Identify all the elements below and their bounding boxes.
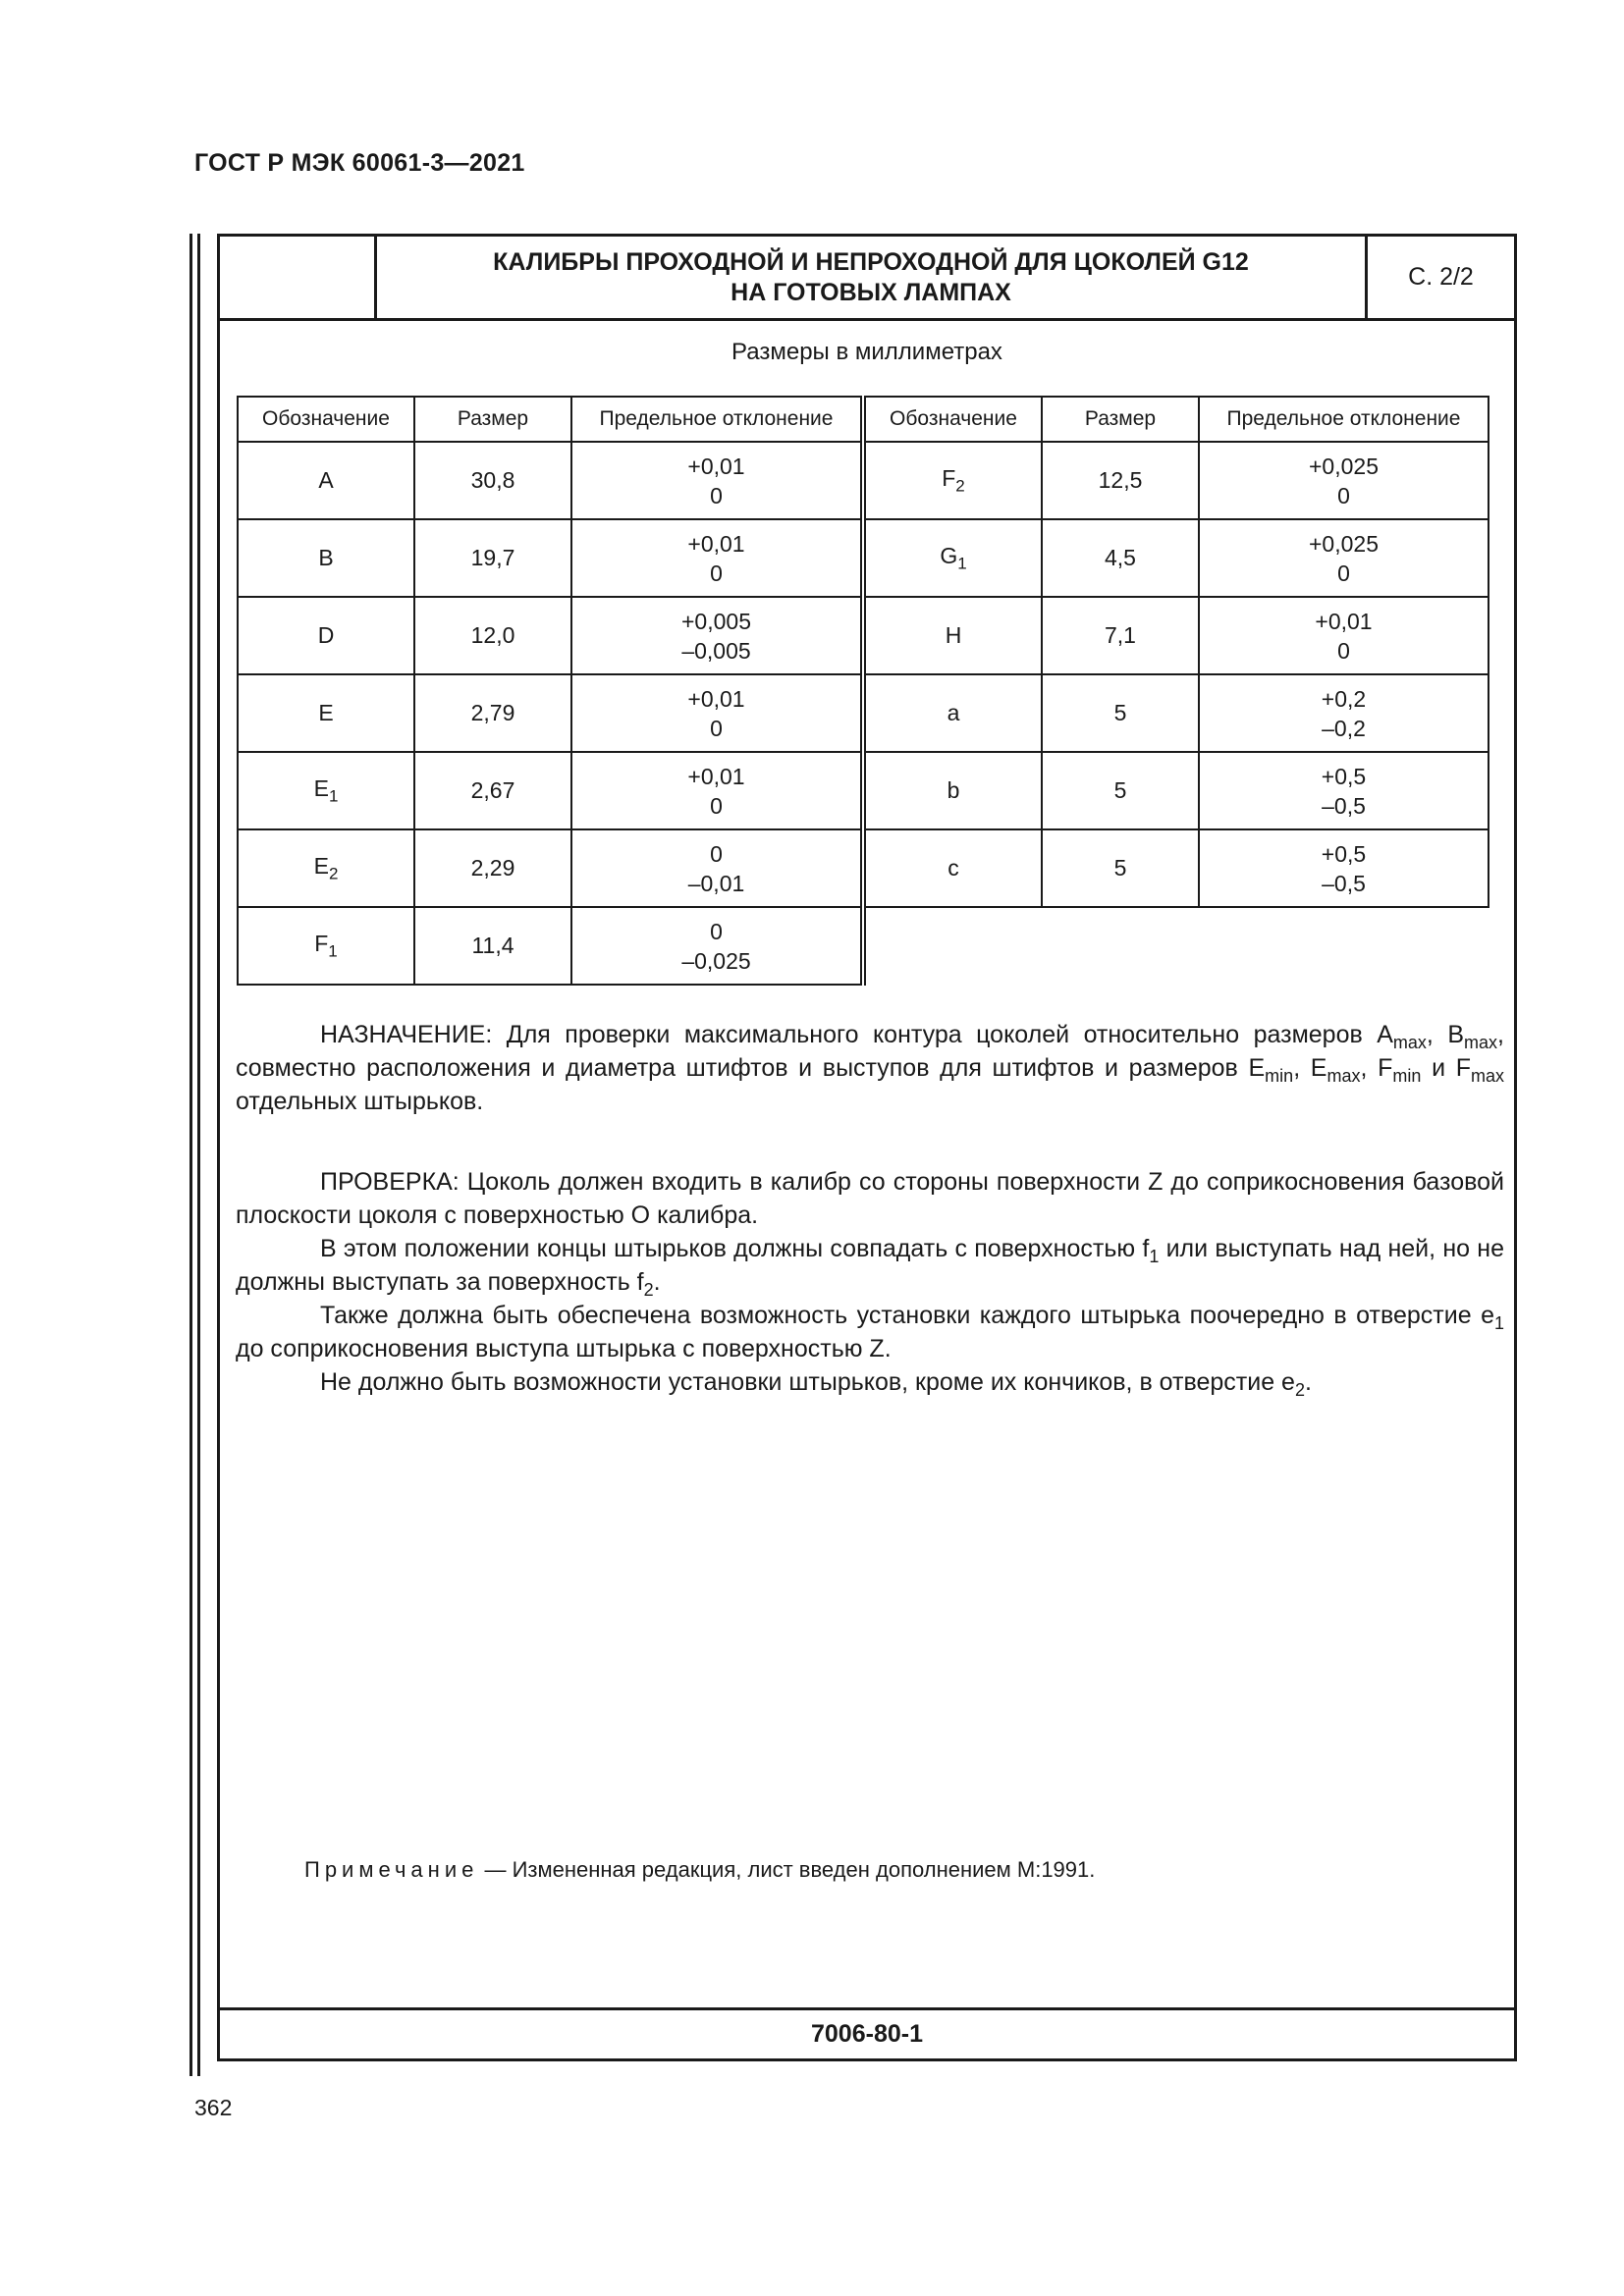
text-run: ПРОВЕРКА: Цоколь должен входить в калибр со стороны поверхности Z до соприкосновения базовой плоскости цоколя с поверхностью О калибра. xyxy=(236,1168,1504,1229)
column-header: Обозначение xyxy=(865,397,1042,442)
text-run: , E xyxy=(1293,1054,1327,1082)
designation-symbol: E xyxy=(313,774,329,801)
text-run: . xyxy=(653,1268,661,1296)
text-run: . xyxy=(1304,1368,1312,1396)
size-cell: 12,5 xyxy=(1042,442,1199,519)
designation-cell xyxy=(238,519,414,597)
designation-symbol: E xyxy=(313,852,329,879)
lower-deviation: 0 xyxy=(1337,637,1350,664)
subscript: max xyxy=(1326,1066,1361,1086)
deviation-cell xyxy=(571,519,863,597)
text-run: НАЗНАЧЕНИЕ: Для проверки максимального контура цоколей относительно размеров A xyxy=(320,1021,1393,1048)
size-cell: 7,1 xyxy=(1042,597,1199,674)
deviation-cell xyxy=(1199,597,1489,674)
subscript: max xyxy=(1392,1033,1427,1052)
dimensions-table-right xyxy=(864,396,1489,908)
deviation-cell xyxy=(1199,752,1489,829)
upper-deviation: +0,025 xyxy=(1309,453,1379,479)
subscript: 2 xyxy=(1294,1380,1305,1400)
table-row xyxy=(238,597,863,674)
deviation-cell xyxy=(1199,519,1489,597)
size-cell: 4,5 xyxy=(1042,519,1199,597)
margin-bar xyxy=(189,234,192,2076)
table-row xyxy=(238,519,863,597)
text-run: , F xyxy=(1360,1054,1393,1082)
column-header: Предельное отклонение xyxy=(571,397,863,442)
deviation-cell xyxy=(1199,442,1489,519)
title-block xyxy=(220,237,1514,321)
deviation-cell xyxy=(571,752,863,829)
table-row xyxy=(238,674,863,752)
purpose-text xyxy=(236,1018,1504,1118)
lower-deviation: 0 xyxy=(710,560,723,586)
lower-deviation: –0,5 xyxy=(1322,870,1366,896)
lower-deviation: 0 xyxy=(710,792,723,819)
upper-deviation: +0,01 xyxy=(687,453,745,479)
designation-subscript: 2 xyxy=(328,864,339,883)
designation-symbol: E xyxy=(318,700,334,725)
upper-deviation: 0 xyxy=(710,918,723,944)
check-section xyxy=(236,1165,1504,1399)
size-cell: 2,67 xyxy=(414,752,571,829)
upper-deviation: 0 xyxy=(710,840,723,867)
size-cell: 30,8 xyxy=(414,442,571,519)
designation-symbol: b xyxy=(947,777,960,803)
table-row xyxy=(865,674,1489,752)
designation-cell xyxy=(865,519,1042,597)
text-run: В этом положении концы штырьков должны совпадать с поверхностью f xyxy=(320,1235,1150,1262)
designation-subscript: 1 xyxy=(957,554,967,573)
column-header: Размер xyxy=(1042,397,1199,442)
upper-deviation: +0,01 xyxy=(687,685,745,712)
lower-deviation: –0,025 xyxy=(681,947,751,974)
designation-symbol: B xyxy=(318,545,334,570)
title-line-2: НА ГОТОВЫХ ЛАМПАХ xyxy=(731,278,1011,306)
page-reference: С. 2/2 xyxy=(1365,237,1514,318)
deviation-cell xyxy=(571,597,863,674)
subscript: min xyxy=(1392,1066,1422,1086)
designation-cell xyxy=(238,597,414,674)
size-cell: 19,7 xyxy=(414,519,571,597)
text-run: , совместно расположения и диаметра штифтов и выступов для штифтов и размеров E xyxy=(236,1021,1504,1082)
designation-symbol: c xyxy=(947,855,959,881)
title-empty-cell xyxy=(220,237,377,318)
lower-deviation: –0,2 xyxy=(1322,715,1366,741)
table-row xyxy=(865,519,1489,597)
text-run: отдельных штырьков. xyxy=(236,1088,484,1115)
designation-symbol: H xyxy=(945,622,962,648)
designation-cell xyxy=(865,752,1042,829)
dimensions-table-left xyxy=(237,396,866,986)
title-line-1: КАЛИБРЫ ПРОХОДНОЙ И НЕПРОХОДНОЙ ДЛЯ ЦОКОЛЕЙ G12 xyxy=(493,247,1249,276)
text-run: до соприкосновения выступа штырька с поверхностью Z. xyxy=(236,1335,892,1362)
lower-deviation: –0,5 xyxy=(1322,792,1366,819)
purpose-paragraph xyxy=(236,1018,1504,1118)
margin-bar xyxy=(197,234,200,2076)
subscript: max xyxy=(1464,1033,1498,1052)
designation-symbol: D xyxy=(317,622,335,648)
designation-subscript: 2 xyxy=(955,476,965,496)
designation-subscript: 1 xyxy=(328,786,339,806)
designation-cell xyxy=(238,829,414,907)
upper-deviation: +0,005 xyxy=(681,608,751,634)
check-paragraph xyxy=(236,1299,1504,1365)
size-cell: 2,79 xyxy=(414,674,571,752)
sheet-title xyxy=(377,237,1365,318)
designation-cell xyxy=(238,907,414,985)
subscript: 2 xyxy=(643,1280,654,1300)
upper-deviation: +0,025 xyxy=(1309,530,1379,557)
size-cell: 2,29 xyxy=(414,829,571,907)
text-run: , B xyxy=(1426,1021,1465,1048)
lower-deviation: –0,005 xyxy=(681,637,751,664)
units-caption: Размеры в миллиметрах xyxy=(731,339,1002,365)
lower-deviation: 0 xyxy=(1337,482,1350,508)
upper-deviation: +0,2 xyxy=(1321,685,1367,712)
column-header: Размер xyxy=(414,397,571,442)
lower-deviation: –0,01 xyxy=(687,870,745,896)
designation-cell xyxy=(865,674,1042,752)
check-paragraph xyxy=(236,1365,1504,1399)
designation-cell xyxy=(865,442,1042,519)
upper-deviation: +0,01 xyxy=(687,763,745,789)
text-run: Не должно быть возможности установки штырьков, кроме их кончиков, в отверстие e xyxy=(320,1368,1295,1396)
designation-cell xyxy=(238,674,414,752)
designation-symbol: F xyxy=(314,930,329,956)
column-header: Предельное отклонение xyxy=(1199,397,1489,442)
deviation-cell xyxy=(571,829,863,907)
designation-symbol: F xyxy=(942,464,956,491)
upper-deviation: +0,5 xyxy=(1321,763,1367,789)
page-number: 362 xyxy=(194,2095,233,2120)
subscript: 1 xyxy=(1493,1313,1504,1333)
note-label: Примечание xyxy=(304,1857,479,1882)
designation-subscript: 1 xyxy=(328,941,338,961)
deviation-cell xyxy=(571,442,863,519)
document-header: ГОСТ Р МЭК 60061-3—2021 xyxy=(194,149,525,177)
check-paragraph xyxy=(236,1165,1504,1232)
size-cell: 5 xyxy=(1042,829,1199,907)
deviation-cell xyxy=(1199,829,1489,907)
text-run: Также должна быть обеспечена возможность установки каждого штырька поочередно в отверстие e xyxy=(320,1302,1494,1329)
designation-cell xyxy=(238,442,414,519)
upper-deviation: +0,01 xyxy=(687,530,745,557)
size-cell: 12,0 xyxy=(414,597,571,674)
deviation-cell xyxy=(1199,674,1489,752)
designation-symbol: a xyxy=(947,700,960,725)
designation-cell xyxy=(865,829,1042,907)
table-row xyxy=(238,829,863,907)
note-text: — Измененная редакция, лист введен дополнением M:1991. xyxy=(478,1857,1096,1882)
lower-deviation: 0 xyxy=(1337,560,1350,586)
table-row xyxy=(865,752,1489,829)
table-row xyxy=(865,597,1489,674)
subscript: 1 xyxy=(1149,1247,1160,1266)
table-row xyxy=(238,752,863,829)
lower-deviation: 0 xyxy=(710,715,723,741)
upper-deviation: +0,01 xyxy=(1315,608,1373,634)
check-paragraph xyxy=(236,1232,1504,1299)
size-cell: 5 xyxy=(1042,674,1199,752)
sheet-frame xyxy=(217,234,1517,2061)
deviation-cell xyxy=(571,674,863,752)
table-row xyxy=(238,442,863,519)
designation-cell xyxy=(865,597,1042,674)
subscript: min xyxy=(1265,1066,1294,1086)
deviation-cell xyxy=(571,907,863,985)
designation-cell xyxy=(238,752,414,829)
table-row xyxy=(865,442,1489,519)
table-row xyxy=(865,829,1489,907)
designation-symbol: G xyxy=(940,542,958,568)
text-run: и F xyxy=(1421,1054,1471,1082)
column-header: Обозначение xyxy=(238,397,414,442)
size-cell: 11,4 xyxy=(414,907,571,985)
lower-deviation: 0 xyxy=(710,482,723,508)
upper-deviation: +0,5 xyxy=(1321,840,1367,867)
subscript: max xyxy=(1470,1066,1504,1086)
text-run: или выступать над ней, но не должны выступать за поверхность f xyxy=(236,1235,1504,1296)
designation-symbol: A xyxy=(318,467,334,493)
size-cell: 5 xyxy=(1042,752,1199,829)
table-row xyxy=(238,907,863,985)
sheet-code: 7006-80-1 xyxy=(220,2007,1514,2058)
note xyxy=(304,1857,1095,1883)
